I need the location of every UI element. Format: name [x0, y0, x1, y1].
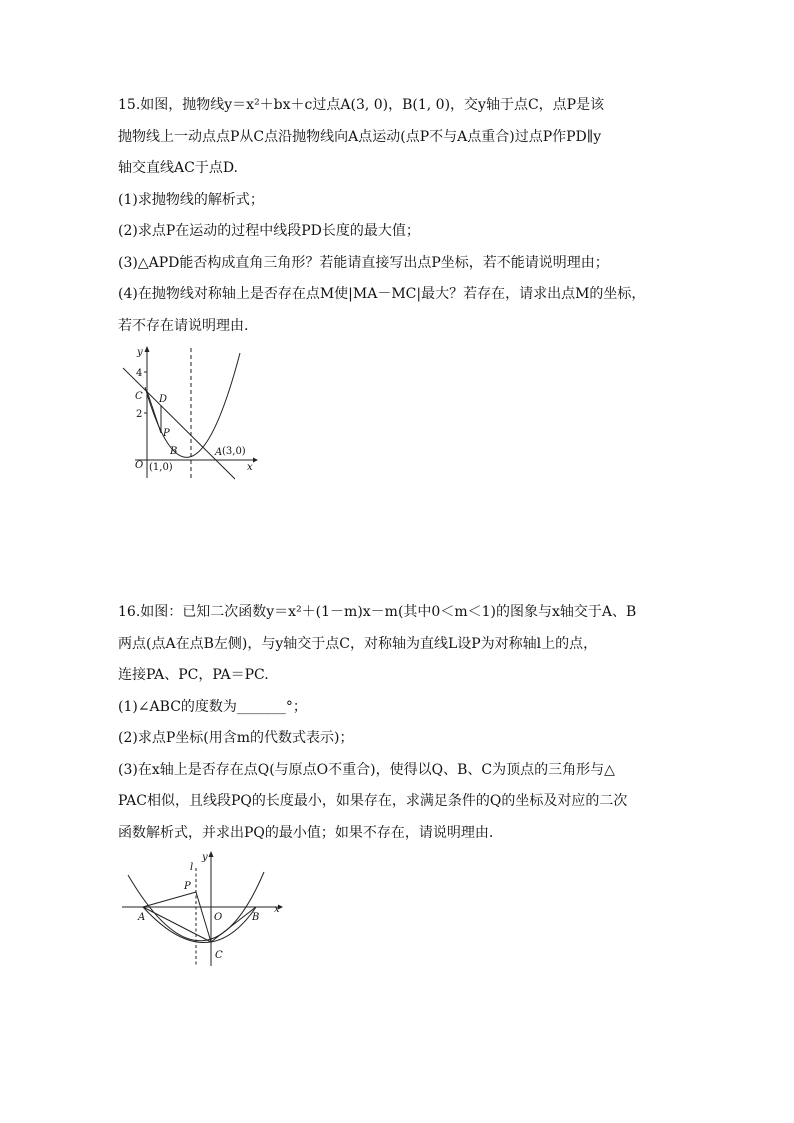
problem-16-question-3: (3)在x轴上是否存在点Q(与原点O不重合)，使得以Q、B、C为顶点的三角形与△ — [118, 761, 615, 778]
problem-16 — [118, 603, 698, 855]
label-point-p: P — [184, 881, 191, 892]
label-point-a: A — [215, 447, 223, 458]
parabola — [145, 353, 240, 457]
problem-16-figure — [118, 850, 288, 968]
label-tick-4: 4 — [136, 368, 143, 379]
problem-15-question-3: (3)△APD能否构成直角三角形？若能请直接写出点P坐标，若不能请说明理由； — [118, 254, 609, 271]
problem-15-question-1: (1)求抛物线的解析式； — [118, 191, 264, 208]
problem-15-line-3: 轴交直线AC于点D. — [118, 160, 238, 176]
segment-ac — [143, 907, 211, 942]
x-axis-arrow — [253, 458, 258, 463]
label-origin: O — [214, 912, 223, 923]
problem-15-question-2: (2)求点P在运动的过程中线段PD长度的最大值； — [118, 223, 420, 239]
label-point-c: C — [215, 950, 223, 961]
problem-16-line-8: 函数解析式，并求出PQ的最小值；如果不存在，请说明理由. — [118, 824, 494, 841]
y-axis-arrow — [145, 346, 150, 352]
segment-pa — [143, 892, 196, 907]
problem-15 — [118, 96, 698, 348]
label-tick-2: 2 — [136, 409, 143, 420]
label-x-axis: x — [247, 462, 253, 473]
problem-16-question-1: (1)∠ABC的度数为_______°； — [118, 698, 307, 715]
problem-15-line-2: 抛物线上一动点点P从C点沿抛物线向A点运动(点P不与A点重合)过点P作PD∥y — [118, 128, 602, 145]
label-x-axis: x — [274, 904, 280, 915]
label-origin: O — [135, 460, 144, 471]
label-point-a: A — [138, 912, 146, 923]
segment-pc — [196, 892, 211, 942]
label-point-c: C — [135, 391, 143, 402]
label-a-coordinate: (3,0) — [222, 446, 246, 457]
label-point-d: D — [159, 394, 168, 405]
problem-15-line-8: 若不存在请说明理由. — [118, 317, 249, 334]
problem-16-line-3: 连接PA、PC，PA＝PC. — [118, 667, 269, 683]
label-b-coordinate: (1,0) — [149, 462, 173, 473]
label-point-b: B — [252, 912, 260, 923]
problem-16-line-1: 16.如图：已知二次函数y＝x²＋(1－m)x－m(其中0＜m＜1)的图象与x轴交于A、B — [118, 604, 637, 620]
label-y-axis: y — [137, 347, 143, 358]
label-point-p: P — [163, 428, 170, 439]
y-axis-arrow — [209, 851, 214, 857]
problem-16-line-2: 两点(点A在点B左侧)，与y轴交于点C，对称轴为直线L设P为对称轴l上的点， — [118, 635, 598, 652]
label-line-l: l — [190, 862, 194, 873]
problem-15-line-1: 15.如图，抛物线y＝x²＋bx＋c过点A(3, 0)，B(1, 0)，交y轴于点C，点P是该 — [118, 97, 605, 113]
problem-15-question-4: (4)在抛物线对称轴上是否存在点M使|MA－MC|最大？若存在，请求出点M的坐标， — [118, 286, 646, 302]
label-y-axis: y — [202, 852, 208, 863]
problem-16-question-2: (2)求点P坐标(用含m的代数式表示)； — [118, 730, 354, 746]
problem-16-line-7: PAC相似，且线段PQ的长度最小，如果存在，求满足条件的Q的坐标及对应的二次 — [118, 793, 628, 809]
label-point-b: B — [170, 446, 178, 457]
problem-15-figure — [115, 343, 265, 488]
parabola-inner — [143, 907, 256, 943]
